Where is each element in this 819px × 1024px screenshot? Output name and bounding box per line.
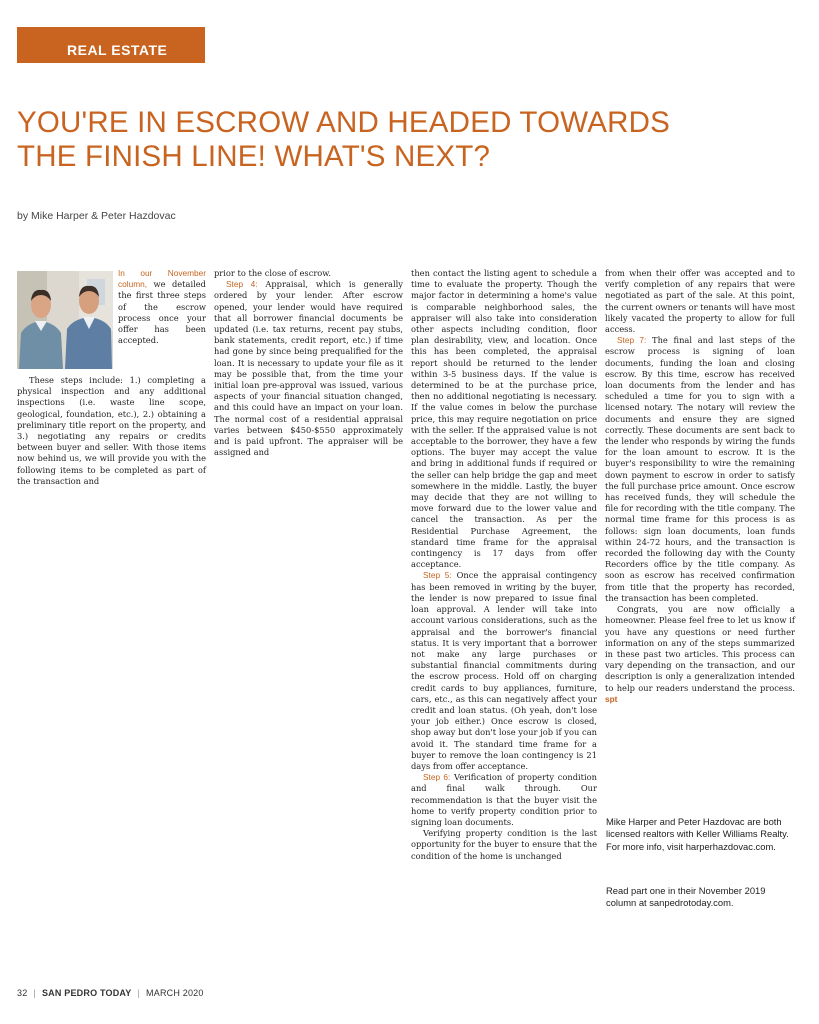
headline-line-2: THE FINISH LINE! WHAT'S NEXT? <box>17 140 491 173</box>
authors-photo <box>17 271 113 369</box>
col1-paragraph: These steps include: 1.) completing a physical inspection and any additional inspections (i.e. waste line scope, geological, foundation, etc.), 2.) obtaining a preliminary title report on the property, and 3.) negotiating any repairs or credits between buyer and seller. With those items now behind us, we will provide you with the following items to be completed as part of the transaction and <box>17 375 206 486</box>
column-2 <box>214 268 403 458</box>
column-3 <box>411 268 597 862</box>
article-headline <box>17 106 777 174</box>
intro-lead: In our November column, <box>118 268 206 290</box>
read-part-one-note: Read part one in their November 2019 column at sanpedrotoday.com. <box>606 885 766 909</box>
end-mark: spt <box>605 693 618 704</box>
page-footer <box>17 988 204 998</box>
footer-divider: | <box>33 988 36 998</box>
step-5-paragraph <box>411 570 597 772</box>
byline: by Mike Harper & Peter Hazdovac <box>17 210 176 222</box>
authors-portrait-image <box>17 271 113 369</box>
closing-text: Congrats, you are now officially a homeowner. Please feel free to let us know if you have any questions or need further information on any of the steps summarized in these past two articles. This process can vary depending on the transaction, and our description is only a generalization intended to help our readers understand the process. <box>605 604 795 693</box>
step-4-text: Appraisal, which is generally ordered by your lender. After escrow opened, your lender would have required that all borrower financial documents be updated (i.e. tax returns, recent pay stubs, bank statements, credit report, etc.) if time had gone by since being prequalified for the loan. It is necessary to update your file as it may be possible that, from the time your initial loan pre-approval was issued, various aspects of your financial situation changed, and this could have an impact on your loan. The normal cost of a residential appraisal varies between $450-$550 approximately and is paid upfront. The appraiser will be assigned and <box>214 279 403 458</box>
author-bio: Mike Harper and Peter Hazdovac are both licensed realtors with Keller Williams Realty. For more info, visit harperhazdovac.com. <box>606 816 789 852</box>
col3-paragraph-4: Verifying property condition is the last opportunity for the buyer to ensure that the condition of the home is unchanged <box>411 828 597 861</box>
column-1-body <box>17 375 206 487</box>
column-4 <box>605 268 795 705</box>
step-5-label: Step 5: <box>423 570 452 581</box>
intro-text: we detailed the first three steps of the escrow process once your offer has been accepted. <box>118 279 206 346</box>
publication-name: SAN PEDRO TODAY <box>41 988 132 998</box>
issue-date: MARCH 2020 <box>146 988 204 998</box>
step-6-label: Step 6: <box>423 772 451 783</box>
step-5-text: Once the appraisal contingency has been removed in writing by the buyer, the lender is now prepared to issue final loan approval. A lender will take into account various considerations, such as the appraisal and the borrower's financial status. It is very important that a borrower not make any large purchases or substantial financial commitments during the escrow process. Hold off on charging credit cards to buy appliances, furniture, cars, etc., as this can negatively affect your credit and loan status. (Oh yeah, don't lose your job either.) Once escrow is closed, shop away but don't lose your job if you can avoid it. The standard time frame for a buyer to remove the loan contingency is 21 days from offer acceptance. <box>411 570 597 771</box>
step-6-text: Verification of property condition and final walk through. Our recommendation is that the buyer visit the home to verify property condition prior to signing loan documents. <box>411 772 598 827</box>
headline-line-1: YOU'RE IN ESCROW AND HEADED TOWARDS <box>17 106 670 139</box>
col4-paragraph-1: from when their offer was accepted and to verify completion of any repairs that were negotiated as part of the sale. At this point, the current owners or tenants will have most likely vacated the property to allow for full access. <box>605 268 795 335</box>
step-7-text: The final and last steps of the escrow process is signing of loan documents, funding the loan and closing escrow. By this time, escrow has received loan documents from the lender and has scheduled a time for you to sign with a licensed notary. The notary will review the documents and ensure they are signed correctly. These documents are sent back to the lender who responds by wiring the funds for the loan amount to escrow. It is the buyer's responsibility to wire the remaining down payment to escrow in order to satisfy the full purchase price amount. Once escrow has received funds, they will schedule the file for recording with the title company. The normal time frame for this process is as follows: sign loan documents, loan funds within 24-72 hours, and the transaction is recorded the following day with the County Recorders office by the title company. As soon as escrow has received confirmation from title that the property has recorded, the transaction has been completed. <box>605 335 796 603</box>
column-1-intro <box>118 268 206 346</box>
step-7-label: Step 7: <box>617 335 647 346</box>
step-7-paragraph <box>605 335 795 604</box>
step-4-label: Step 4: <box>226 279 258 290</box>
footer-divider: | <box>137 988 141 998</box>
step-4-paragraph <box>214 279 403 458</box>
section-tag: REAL ESTATE <box>17 27 205 63</box>
col3-paragraph-1: then contact the listing agent to schedule a time to evaluate the property. Though the major factor in determining a home's value is comparable neighborhood sales, the appraiser will also take into consideration other aspects including condition, floor plan desirability, view, and location. Once this has been completed, the appraisal report should be returned to the lender within 3-5 business days. If the value is determined to be at the purchase price, then no additional negotiating is necessary. If the value comes in below the purchase price, this may require negotiation on price with the seller. If the appraised value is not acceptable to the borrower, they have a few options. The buyer may accept the value and bring in additional funds if required or the seller can help bridge the gap and meet somewhere in the middle. Lastly, the buyer may decide that they are not willing to move forward due to the lower value and cancel the transaction. As per the Residential Purchase Agreement, the standard time frame for the appraisal contingency is 17 days from offer acceptance. <box>411 268 597 570</box>
col4-closing-paragraph <box>605 604 795 705</box>
step-6-paragraph <box>411 772 597 828</box>
page-number: 32 <box>17 988 28 998</box>
col2-paragraph-1: prior to the close of escrow. <box>214 268 332 278</box>
